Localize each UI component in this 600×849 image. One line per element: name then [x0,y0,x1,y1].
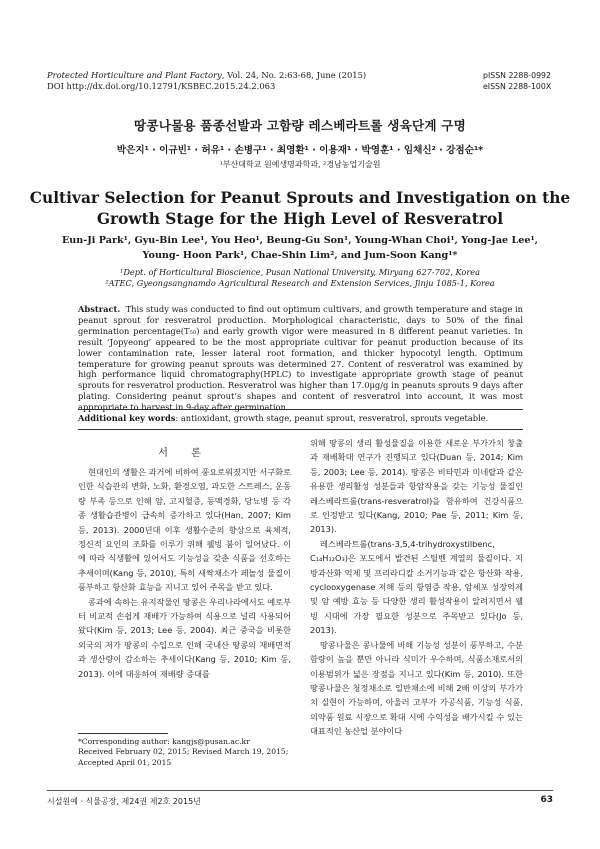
english-authors [40,233,560,263]
journal-citation [47,70,407,92]
journal-name: Protected Horticulture and Plant Factory [47,70,222,80]
footer-rule [47,790,553,791]
right-column [310,436,523,739]
english-authors-line2: Young- Hoon Park¹, Chae-Shin Lim², and Jum-Soon Kang¹* [142,250,458,261]
paragraph: 위해 땅콩의 생리 활성물질을 이용한 새로운 부가가치 창출과 재배확대 연구가 진행되고 있다(Duan 등, 2014; Kim 등, 2003; Lee 등, 2014). 땅콩은 비타민과 미네랄과 같은 유용한 생리활성 성분들과 항암작용을 갖는 기능성 물질인 레스베라트롤(trans-resveratrol)을 함유하여 건강식품으로 인정받고 있다(Kang, 2010; Pae 등, 2011; Kim 등, 2013). [310,438,523,535]
abstract [78,304,523,413]
issn-block [483,70,553,92]
received-dates: Received February 02, 2015; Revised March 19, 2015; [78,747,289,757]
abstract-text: This study was conducted to find out optimum cultivars, and growth temperature and stage in peanut sprout for resveratrol production. Morphological characteristic, days to 50% of the final germination percentage(T₅₀) and early growth vigor were measured in 8 different peanut varieties. In result ‘Jopyeong’ appeared to be the most appropriate cultivar for peanut production because of its lower contamination rate, lesser lateral root formation, and thicker hypocotyl length. Optimum temperature for growing peanut sprouts was determined 27. Content of resveratrol was examined by high performance liquid chromatography(HPLC) to investigate appropriate growth stage of peanut sprouts for resveratrol production. Resveratrol was higher than 17.0μg/g in peanuts sprouts 9 days after plating. Considering peanut sprout’s shapes and content of resveratrol into account, it was most appropriate to harvest in 9-day after germination. [78,304,523,413]
english-title [0,188,600,230]
paragraph: 레스베라트롤(trans-3,5,4-trihydroxystilbenc, C₁₄H₁₂O₃)은 포도에서 발견된 스틸벤 계열의 물질이다. 지방과산화 억제 및 프리라디칼 소거기능과 같은 항산화 작용, cyclooxygenase 저해 등의 항염증 작용, 암세포 성장억제 및 암 예방 효능 등 다양한 생리 활성작용이 알려지면서 웰빙 시대에 가장 필요한 성분으로 주목받고 있다(Jo 등, 2013). [310,538,523,636]
keywords-bottom-rule [78,429,523,430]
pissn: pISSN 2288-0992 [483,71,551,80]
footnote [78,737,291,768]
footnote-rule [78,733,168,734]
keywords-text: : antioxidant, growth stage, peanut sprout, resveratrol, sprouts vegetable. [175,413,489,423]
corresponding-author: *Corresponding author: kangjs@pusan.ac.kr [78,737,250,746]
paragraph: 현대인의 생활은 과거에 비하여 풍요로워졌지만 서구화로 인한 식습관의 변화, 노화, 환경오염, 과도한 스트레스, 운동량 부족 등으로 인해 암, 고지혈증, 동맥경화, 당뇨병 등 각종 생활습관병이 급속히 증가하고 있다(Han, 2007; Kim 등, 2013). 2000년대 이후 생활수준의 향상으로 육체적, 정신적 요인의 조화를 이루기 위해 웰빙 붐이 일어났다. 이에 따라 식생활에 있어서도 기능성을 갖춘 식품을 선호하는 추세이며(Kang 등, 2010), 특히 새싹채소가 페놀성 물질이 풍부하고 항산화 효능을 지니고 있어 주목을 받고 있다. [78,467,291,593]
volume-info: , Vol. 24, No. 2:63-68, June (2015) [221,70,367,80]
english-title-line1: Cultivar Selection for Peanut Sprouts and Investigation on the [29,189,571,207]
english-affiliation-1: ¹Dept. of Horticultural Bioscience, Pusan National University, Miryang 627-702, Korea [120,267,480,277]
abstract-label: Abstract. [78,304,121,314]
english-affiliations [0,267,600,289]
korean-title: 땅콩나물용 품종선발과 고함량 레스베라트롤 생육단계 구명 [133,118,467,133]
korean-affiliations: ¹부산대학교 원예생명과학과, ²경남농업기술원 [219,160,381,169]
paragraph: 땅콩나물은 콩나물에 비해 기능성 성분이 풍부하고, 수분함량이 높을 뿐만 아니라 식미가 우수하며, 식품소재로서의 이용범위가 넓은 장점을 지니고 있다(Kim 등, 2010). 또한 땅콩나물은 청정채소로 일반채소에 비해 2배 이상의 부가가치 실현이 가능하며, 아울러 고부가 가공식품, 기능성 식품, 의약품 원료 시장으로 확대 시에 수익성을 배가시킬 수 있는 대표적인 농산업 분야이다 [310,639,523,737]
english-title-line2: Growth Stage for the High Level of Resveratrol [96,210,504,228]
doi-link[interactable]: DOI http://dx.doi.org/10.12791/KSBEC.2015.24.2.063 [47,81,276,91]
keywords-top-rule [78,409,523,410]
keywords-label: Additional key words [78,413,176,423]
english-authors-line1: Eun-Ji Park¹, Gyu-Bin Lee¹, You Heo¹, Beung-Gu Son¹, Young-Whan Choi¹, Yong-Jae Lee¹, [62,235,538,246]
accepted-date: Accepted April 01, 2015 [78,757,172,767]
section-heading-introduction: 서 론 [158,448,211,459]
english-affiliation-2: ²ATEC, Gyeongsangnamdo Agricultural Research and Extension Services, Jinju 1085-1, Korea [105,278,495,288]
paragraph: 콩과에 속하는 유지작물인 땅콩은 우리나라에서도 예로부터 비교적 손쉽게 재배가 가능하여 식용으로 널리 사용되어 왔다(Kim 등, 2013; Lee 등, 2004). 최근 중국을 비롯한 외국의 저가 땅콩의 수입으로 인해 국내산 땅콩의 재배면적과 생산량이 감소하는 추세이다(Kang 등, 2010; Kim 등, 2013). 이에 대응하여 재배량 증대를 [78,596,291,679]
eissn: eISSN 2288-100X [483,82,552,91]
footer-journal: 시설원예 · 식물공장, 제24권 제2호 2015년 [47,797,201,806]
page-number: 63 [540,795,553,805]
left-column [78,465,291,681]
korean-authors: 박은지¹ · 이규빈¹ · 허유¹ · 손병구¹ · 최영환¹ · 이용재¹ · 박영훈¹ · 임채신² · 강점순¹* [116,145,484,156]
keywords [78,413,523,424]
